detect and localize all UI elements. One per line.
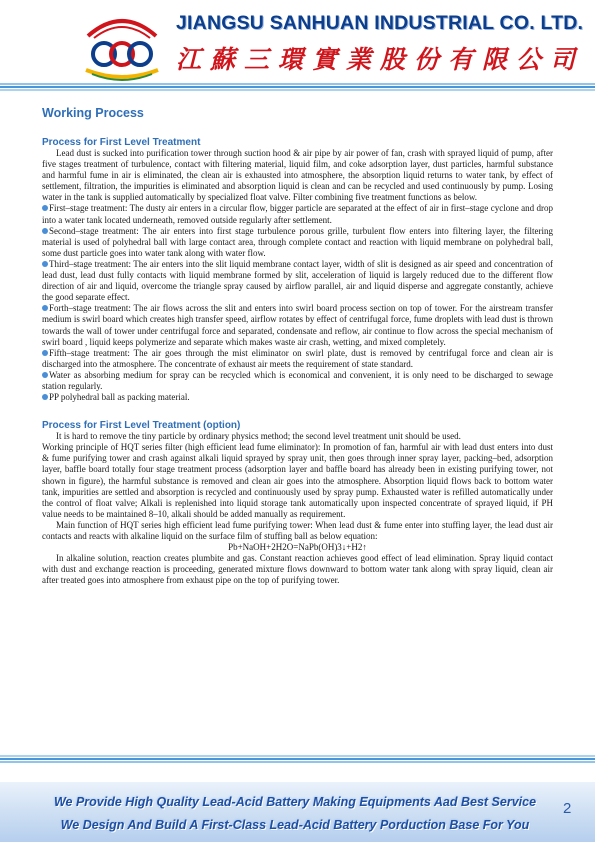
pp-note-text: PP polyhedral ball as packing material.	[49, 392, 190, 403]
page-header	[0, 0, 595, 88]
section2-para2: Working principle of HQT series filter (high efficient lead fume eliminator): In promotion of fan, harmful air with lead dust enters into dust & fume purifying tower and crash against alkali liquid sprayed by spray unit, then goes through inner spray layer, packing–bed, adsorption layer, baffle board totally four stage treatment process (adsorption layer and baffle board has already been in existing purifying tower, not shown in figure), the harmful substance is removed and clean air goes into the atmosphere. Absorption liquid flows back to bottom water tank, impurities are settled and absorption is recycled and continuously used by spray pump. Exhausted water is refilled automatically under the control of float valve; Alkali is replenished into liquid storage tank automatically upon inspected concentrate of sprayed liquid, if PH value needs to be maintained 8–10, alkali should be added manually as requirement.	[42, 442, 553, 519]
company-name-chinese: 江蘇三環實業股份有限公司	[176, 45, 585, 74]
company-name-english: JIANGSU SANHUAN INDUSTRIAL CO. LTD.	[176, 12, 584, 34]
page-footer	[0, 782, 595, 842]
stage3-text: Third–stage treatment: The air enters into the slit liquid membrane contact layer, width of slit is designed as air speed and concentration of lead dust, lead dust fully contacts with liquid membrane formed by slit, acceleration of liquid is largely reduced due to the different flow direction of air and liquid, overcome the triangle spray caused by airflow parallel, air and liquid disperse and aggregate constantly, achieve the good separate effect.	[42, 258, 553, 303]
section-title-option: Process for First Level Treatment (option)	[42, 420, 241, 432]
stage4-text: Forth–stage treatment: The air flows across the slit and enters into swirl board process section on top of tower. For the airstream transfer medium is swirl board which creates high transfer speed, airflow rotates by effect of centrifugal force, fume droplets with lead dust is thrown towards the wall of tower under centrifugal force and separated, condensate and reflow, air continue to flow across the special mechanism of swirl board , liquid keeps polymerize and separate which makes waste air crash, wetting, and mixed completely.	[42, 303, 553, 347]
header-divider	[0, 83, 595, 92]
section-title-first-level: Process for First Level Treatment	[42, 137, 201, 148]
section1-intro: Lead dust is sucked into purification tower through suction hood & air pipe by air power of fan, crash with sprayed liquid of pump, after five stages treatment of turbulence, contact with filtering material, liquid film, and coke adsorption layer, dust particles, harmful substance and harmful fume in air is eliminated, the clean air is exhausted into atmosphere, the absorption liquid returns to water tank, by effect of settlement, filtration, the impurities is eliminated and absorption liquid is clean and can be recycled and used continuously by pump. Losing water in the tank is supplied automatically by specialized float valve. Filter combining five treatment functions as below.	[42, 148, 553, 203]
water-note-paragraph	[42, 370, 553, 392]
section2-para1: It is hard to remove the tiny particle by ordinary physics method; the second level treatment unit should be used.	[56, 431, 461, 442]
main-content	[42, 106, 553, 586]
footer-slogan-1: We Provide High Quality Lead-Acid Battery Making Equipments Aad Best Service	[53, 795, 537, 809]
page-title: Working Process	[42, 106, 144, 120]
stage1-paragraph	[42, 203, 553, 225]
chemical-equation: Pb+NaOH+2H2O=NaPb(OH)3↓+H2↑	[228, 542, 367, 553]
water-note-text: Water as absorbing medium for spray can be recycled which is economical and convenient, it is only need to be discharged to sewage station regularly.	[42, 369, 553, 391]
footer-slogan-2: We Design And Build A First-Class Lead-Acid Battery Porduction Base For You	[60, 818, 530, 832]
footer-divider	[0, 755, 595, 766]
stage3-paragraph	[42, 259, 553, 303]
section2-para3: Main function of HQT series high efficient lead fume purifying tower: When lead dust & fume enter into stuffing layer, the lead dust air contacts and reacts with alkaline liquid on the surface film of stuffing ball as below equation:	[42, 519, 553, 541]
stage2-paragraph	[42, 226, 553, 259]
stage2-text: Second–stage treatment: The air enters into first stage turbulence porous grille, turbulent flow enters into filtering layer, the filtering material is used of polyhedral ball with large contact area, through complete contact and reaction with liquid membrane on polyhedral ball, some dust particle goes into water tank along with water flow.	[42, 225, 553, 258]
pp-note-paragraph	[42, 392, 553, 403]
page-number: 2	[563, 800, 572, 817]
stage5-text: Fifth–stage treatment: The air goes through the mist eliminator on swirl plate, dust is removed by centrifugal force and clean air is discharged into the atmosphere. The concentrate of exhaust air meets the requirement of state standard.	[42, 347, 553, 369]
company-logo-icon	[82, 14, 162, 84]
stage1-text: First–stage treatment: The dusty air enters in a circular flow, bigger particle are separated at the effect of air in first–stage cyclone and drop into a water tank located underneath, removed outside regularly after settlement.	[42, 203, 553, 225]
stage4-paragraph	[42, 303, 553, 347]
stage5-paragraph	[42, 348, 553, 370]
section2-para4: In alkaline solution, reaction creates plumbite and gas. Constant reaction achieves good effect of lead elimination. Spray liquid contact with dust and exchange reaction is proceeding, generated mixture flows downward to bottom water tank along with spray liquid, clean air after treated goes into atmosphere from exhaust pipe on the top of purifying tower.	[42, 553, 553, 586]
